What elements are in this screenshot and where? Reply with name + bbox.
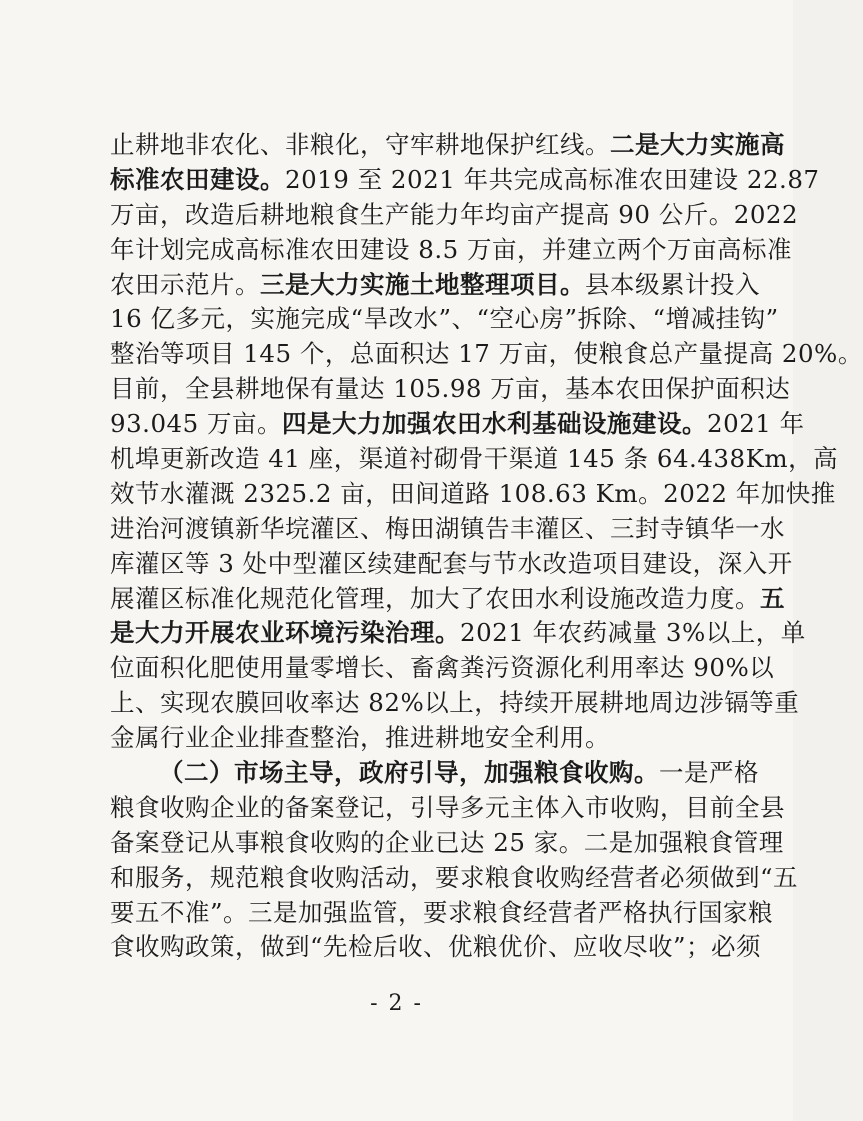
text-line xyxy=(110,616,806,651)
text-run: 年计划完成高标准农田建设 8.5 万亩，并建立两个万亩高标准 xyxy=(110,234,793,264)
text-run: 93.045 万亩。 xyxy=(110,409,283,439)
text-run: 位面积化肥使用量零增长、畜禽粪污资源化利用率达 90%以 xyxy=(110,653,775,683)
section-heading: （二）市场主导，政府引导，加强粮食收购。 xyxy=(159,758,659,788)
text-run: 2021 年 xyxy=(707,409,805,439)
text-line xyxy=(110,233,793,268)
text-run: 库灌区等 3 处中型灌区续建配套与节水改造项目建设，深入开 xyxy=(110,548,793,578)
text-run: 2021 年农药减量 3%以上，单 xyxy=(460,618,806,648)
text-line xyxy=(110,547,793,582)
text-line xyxy=(110,826,784,861)
text-run: 和服务，规范粮食收购活动，要求粮食收购经营者必须做到“五 xyxy=(110,862,799,892)
text-run: 粮食收购企业的备案登记，引导多元主体入市收购，目前全县 xyxy=(110,792,785,822)
text-run: 县本级累计投入 xyxy=(585,269,760,299)
text-line xyxy=(110,302,779,337)
text-run: 要五不准”。三是加强监管，要求粮食经营者严格执行国家粮 xyxy=(110,897,774,927)
text-line xyxy=(110,407,805,442)
text-run: 上、实现农膜回收率达 82%以上，持续开展耕地周边涉镉等重 xyxy=(110,688,800,718)
text-run: 备案登记从事粮食收购的企业已达 25 家。二是加强粮食管理 xyxy=(110,827,784,857)
bold-text-run: 二是大力实施高 xyxy=(610,130,785,159)
text-line xyxy=(110,268,760,303)
text-run: 机埠更新改造 41 座，渠道衬砌骨干渠道 145 条 64.438Km，高 xyxy=(110,444,839,474)
text-run: 展灌区标准化规范化管理，加大了农田水利设施改造力度。 xyxy=(110,583,760,613)
text-line xyxy=(110,582,785,617)
bold-text-run: 三是大力实施土地整理项目。 xyxy=(260,269,585,299)
text-run: 进治河渡镇新华垸灌区、梅田湖镇告丰灌区、三封寺镇华一水 xyxy=(110,513,785,543)
text-run: 一是严格 xyxy=(659,758,759,788)
text-line xyxy=(110,686,800,721)
text-run: 16 亿多元，实施完成“旱改水”、“空心房”拆除、“增减挂钩” xyxy=(110,304,779,334)
bold-text-run: 五 xyxy=(760,583,785,613)
text-run: 食收购政策，做到“先检后收、优粮优价、应收尽收”；必须 xyxy=(110,932,762,962)
text-line xyxy=(110,651,775,686)
text-line xyxy=(110,337,863,372)
bold-text-run: 是大力开展农业环境污染治理。 xyxy=(110,618,460,648)
text-line xyxy=(110,128,785,163)
text-run: 万亩，改造后耕地粮食生产能力年均亩产提高 90 公斤。2022 xyxy=(110,199,799,229)
text-run: 整治等项目 145 个，总面积达 17 万亩，使粮食总产量提高 20%。 xyxy=(110,339,863,369)
text-line xyxy=(110,477,836,512)
text-run: 农田示范片。 xyxy=(110,269,260,299)
body-text xyxy=(110,128,863,965)
text-run: 2019 至 2021 年共完成高标准农田建设 22.87 xyxy=(285,164,820,194)
text-line xyxy=(110,163,820,198)
text-line xyxy=(110,930,762,965)
section-heading-line xyxy=(110,756,759,791)
text-run: 止耕地非农化、非粮化，守牢耕地保护红线。 xyxy=(110,130,610,159)
text-line xyxy=(110,791,785,826)
bold-text-run: 四是大力加强农田水利基础设施建设。 xyxy=(282,409,708,439)
bold-text-run: 标准农田建设。 xyxy=(110,164,285,194)
text-run: 金属行业企业排查整治，推进耕地安全利用。 xyxy=(110,723,610,753)
text-line xyxy=(110,896,774,931)
text-run: 目前，全县耕地保有量达 105.98 万亩，基本农田保护面积达 xyxy=(110,374,791,404)
text-line xyxy=(110,372,791,407)
text-line xyxy=(110,512,785,547)
text-line xyxy=(110,861,799,896)
text-line xyxy=(110,442,839,477)
text-run: 效节水灌溉 2325.2 亩，田间道路 108.63 Km。2022 年加快推 xyxy=(110,478,836,508)
text-line xyxy=(110,721,682,756)
page-number: - 2 - xyxy=(370,991,423,1016)
text-line xyxy=(110,198,799,233)
